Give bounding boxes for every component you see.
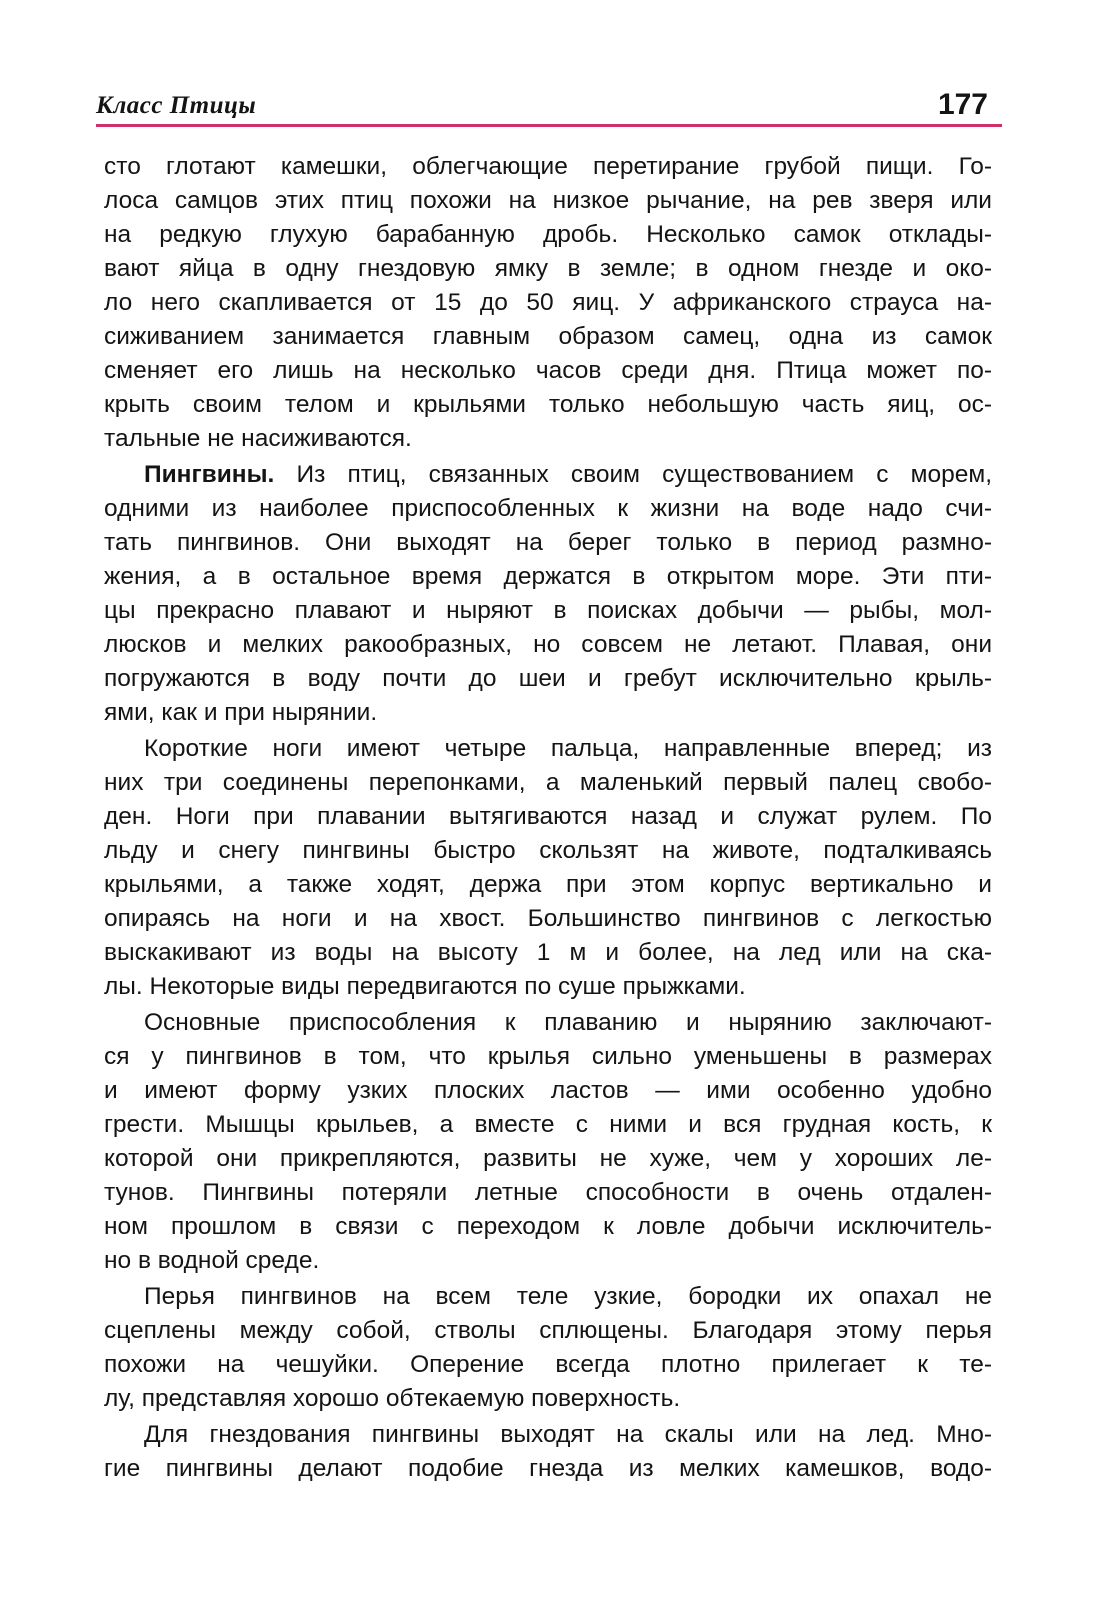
text-line: ся у пингвинов в том, что крылья сильно уменьшены в размерах (104, 1043, 992, 1070)
run-in-heading: Пингвины. (144, 461, 275, 488)
text-line: погружаются в воду почти до шеи и гребут исключительно крыль- (104, 665, 992, 692)
text-line: на редкую глухую барабанную дробь. Несколько самок отклады- (104, 221, 992, 248)
running-title: Класс Птицы (96, 92, 257, 119)
paragraph-legs (104, 732, 992, 1004)
body-text (104, 150, 992, 1486)
text-line-first (104, 458, 992, 492)
text-line-first: Основные приспособления к плаванию и нырянию заключают- (144, 1009, 992, 1036)
text-line: ло него скапливается от 15 до 50 яиц. У африканского страуса на- (104, 289, 992, 316)
text-line-first: Перья пингвинов на всем теле узкие, бородки их опахал не (144, 1283, 992, 1310)
text-line: льду и снегу пингвины быстро скользят на животе, подталкиваясь (104, 837, 992, 864)
text-line: но в водной среде. (104, 1247, 320, 1274)
text-line: лоса самцов этих птиц похожи на низкое рычание, на рев зверя или (104, 187, 992, 214)
text-line: опираясь на ноги и на хвост. Большинство пингвинов с легкостью (104, 905, 992, 932)
text-line: сцеплены между собой, стволы сплющены. Благодаря этому перья (104, 1317, 992, 1344)
header-rule (96, 124, 1002, 127)
paragraph-ostrich-continued (104, 150, 992, 456)
paragraph-penguins (104, 458, 992, 730)
paragraph-feathers (104, 1280, 992, 1416)
text-line: гие пингвины делают подобие гнезда из мелких камешков, водо- (104, 1455, 992, 1482)
text-line: цы прекрасно плавают и ныряют в поисках добычи — рыбы, мол- (104, 597, 992, 624)
text-line: тальные не насиживаются. (104, 425, 412, 452)
text-line: сиживанием занимается главным образом самец, одна из самок (104, 323, 992, 350)
text-line: тунов. Пингвины потеряли летные способности в очень отдален- (104, 1179, 992, 1206)
text-line: тать пингвинов. Они выходят на берег только в период размно- (104, 529, 992, 556)
text-line-rest: Из птиц, связанных своим существованием с морем, (296, 461, 992, 488)
text-line: ном прошлом в связи с переходом к ловле добычи исключитель- (104, 1213, 992, 1240)
text-line: лу, представляя хорошо обтекаемую поверхность. (104, 1385, 681, 1412)
page-number: 177 (937, 88, 988, 121)
text-line: крыльями, а также ходят, держа при этом корпус вертикально и (104, 871, 992, 898)
text-line: ями, как и при нырянии. (104, 699, 378, 726)
text-line: лы. Некоторые виды передвигаются по суше прыжками. (104, 973, 746, 1000)
text-line: и имеют форму узких плоских ластов — ими особенно удобно (104, 1077, 992, 1104)
text-line-first: Для гнездования пингвины выходят на скалы или на лед. Мно- (144, 1421, 992, 1448)
text-line: них три соединены перепонками, а маленький первый палец свобо- (104, 769, 992, 796)
text-line: крыть своим телом и крыльями только небольшую часть яиц, ос- (104, 391, 992, 418)
text-line: которой они прикрепляются, развиты не хуже, чем у хороших ле- (104, 1145, 992, 1172)
text-line: выскакивают из воды на высоту 1 м и более, на лед или на ска- (104, 939, 992, 966)
text-line: сменяет его лишь на несколько часов среди дня. Птица может по- (104, 357, 992, 384)
text-line: одними из наиболее приспособленных к жизни на воде надо счи- (104, 495, 992, 522)
text-line: грести. Мышцы крыльев, а вместе с ними и вся грудная кость, к (104, 1111, 992, 1138)
paragraph-adaptations (104, 1006, 992, 1278)
running-head (96, 88, 1002, 124)
text-line-first: Короткие ноги имеют четыре пальца, направленные вперед; из (144, 735, 992, 762)
paragraph-nesting (104, 1418, 992, 1486)
text-line: ден. Ноги при плавании вытягиваются назад и служат рулем. По (104, 803, 992, 830)
text-line: жения, а в остальное время держатся в открытом море. Эти пти- (104, 563, 992, 590)
text-line: люсков и мелких ракообразных, но совсем не летают. Плавая, они (104, 631, 992, 658)
text-line: похожи на чешуйки. Оперение всегда плотно прилегает к те- (104, 1351, 992, 1378)
text-line: вают яйца в одну гнездовую ямку в земле; в одном гнезде и око- (104, 255, 992, 282)
text-line: сто глотают камешки, облегчающие перетирание грубой пищи. Го- (104, 153, 992, 180)
